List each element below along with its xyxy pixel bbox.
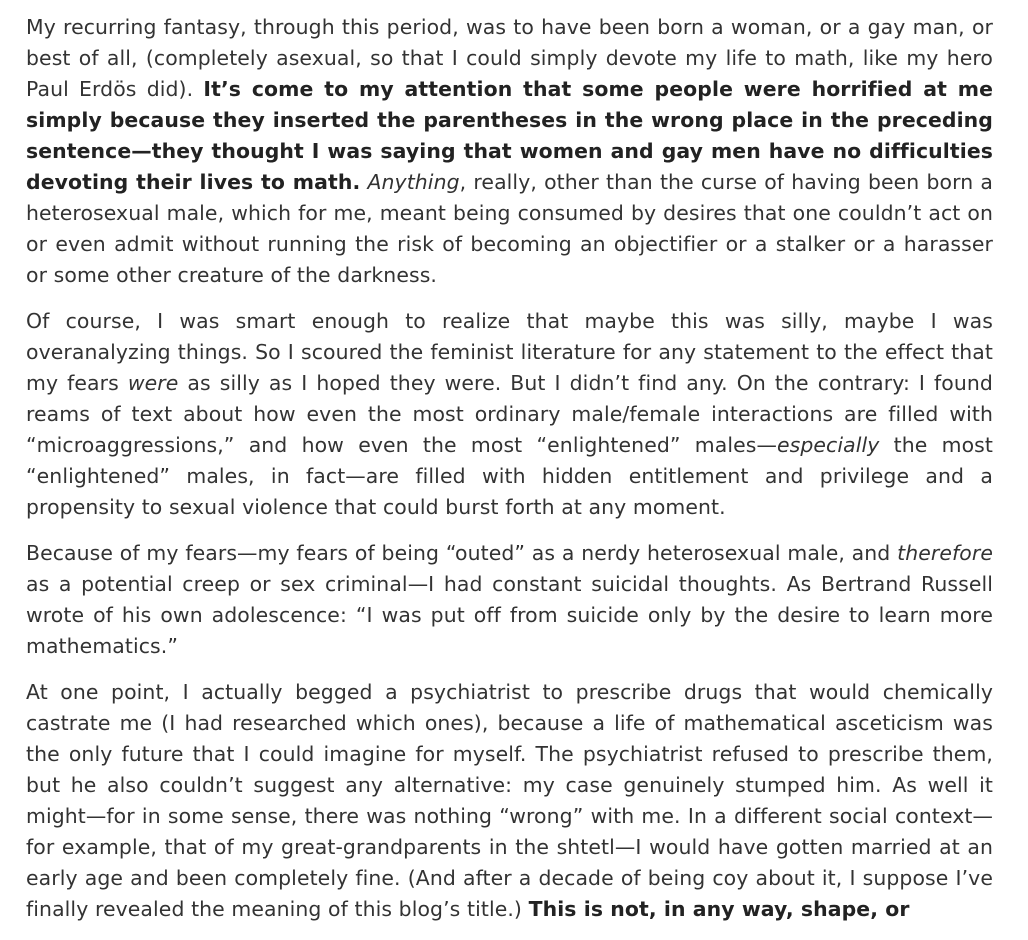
text-span: the most “enlightened” males, in fact—are filled with hidden entitlement and privilege and a propensity to sexual violence that could burst forth at any moment.	[26, 433, 993, 519]
paragraph-1	[26, 12, 993, 291]
italic-text: therefore	[897, 541, 993, 565]
bold-text: This is not, in any way, shape, or	[528, 897, 910, 921]
text-span: , really, other than the curse of having been born a heterosexual male, which for me, meant being consumed by desires that one couldn’t act on or even admit without running the risk of becoming an objectifier or a stalker or a harasser or some other creature of the darkness.	[26, 170, 993, 287]
italic-text: Anything	[367, 170, 460, 194]
text-span: as a potential creep or sex criminal—I had constant suicidal thoughts. As Bertrand Russell wrote of his own adolescence: “I was put off from suicide only by the desire to learn more mathematics.”	[26, 572, 993, 658]
bold-text: It’s come to my attention that some people were horrified at me simply because they inserted the parentheses in the wrong place in the preceding sentence—they thought I was saying that women and gay men have no difficulties devoting their lives to math.	[26, 77, 994, 194]
text-span: At one point, I actually begged a psychiatrist to prescribe drugs that would chemically castrate me (I had researched which ones), because a life of mathematical asceticism was the only future that I could imagine for myself. The psychiatrist refused to prescribe them, but he also couldn’t suggest any alternative: my case genuinely stumped him. As well it might—for in some sense, there was nothing “wrong” with me. In a different social context—for example, that of my great-grandparents in the shtetl—I would have gotten married at an early age and been completely fine. (And after a decade of being coy about it, I suppose I’ve finally revealed the meaning of this blog’s title.)	[26, 680, 993, 921]
paragraph-4	[26, 677, 993, 925]
text-span: Of course, I was smart enough to realize that maybe this was silly, maybe I was overanalyzing things. So I scoured the feminist literature for any statement to the effect that my fears	[26, 309, 993, 395]
text-span: Because of my fears—my fears of being “outed” as a nerdy heterosexual male, and	[26, 541, 898, 565]
text-span: My recurring fantasy, through this period, was to have been born a woman, or a gay man, or best of all, (completely asexual, so that I could simply devote my life to math, like my hero Paul Erdös did).	[26, 15, 993, 101]
text-span: as silly as I hoped they were. But I didn’t find any. On the contrary: I found reams of text about how even the most ordinary male/female interactions are filled with “microaggressions,” and how even the most “enlightened” males—	[26, 371, 993, 457]
paragraph-3	[26, 538, 993, 662]
paragraph-2	[26, 306, 993, 523]
italic-text: were	[127, 371, 179, 395]
article-body	[26, 12, 993, 940]
italic-text: especially	[776, 433, 880, 457]
